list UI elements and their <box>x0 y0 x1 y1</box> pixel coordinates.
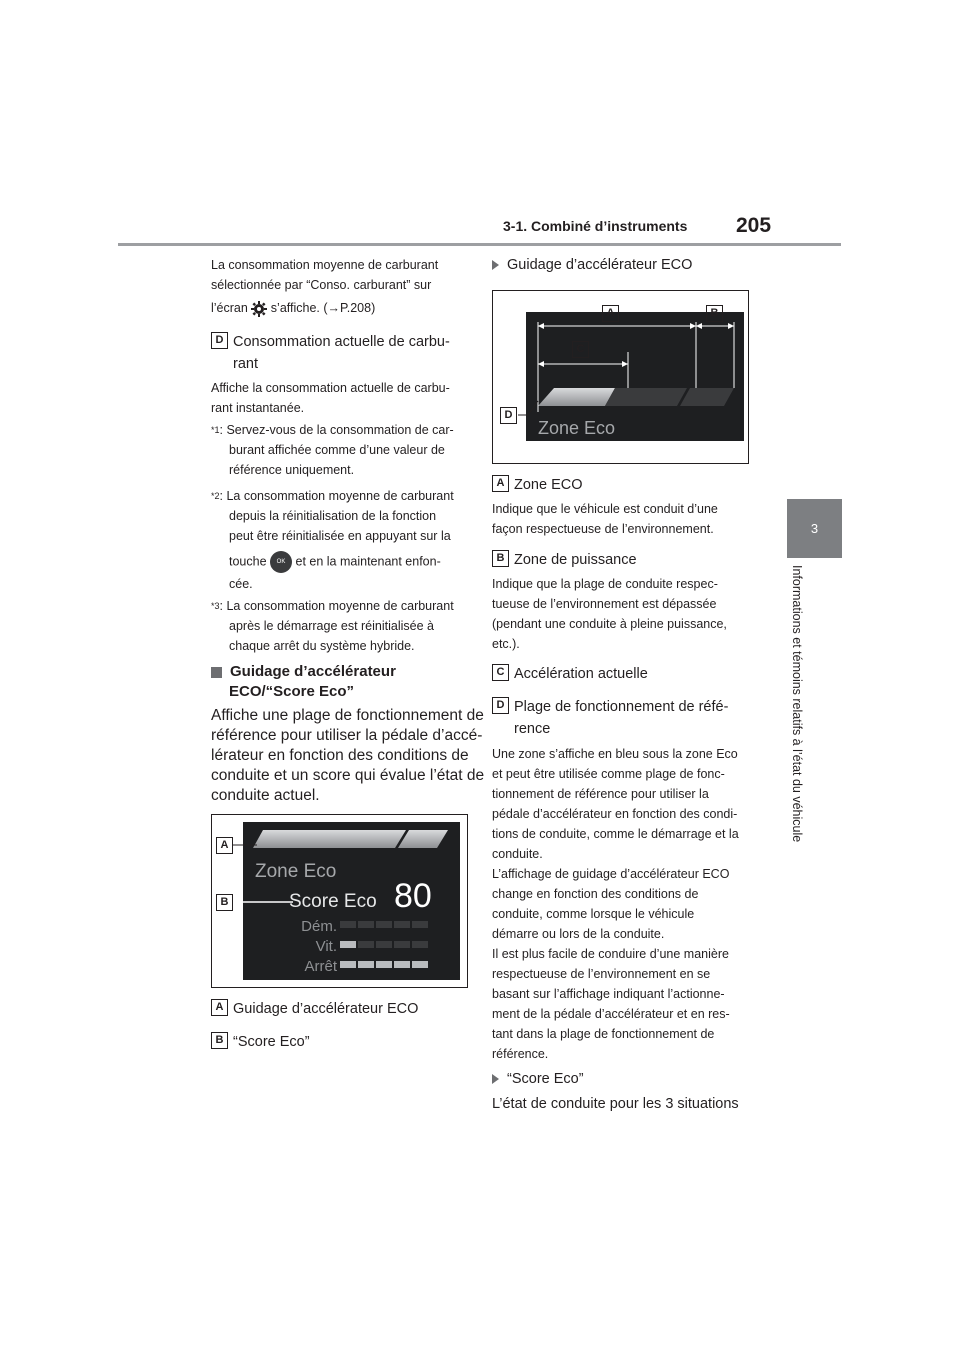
subheading: Zone ECO <box>514 477 583 493</box>
score-segment <box>412 961 428 968</box>
subheading: rence <box>514 721 551 737</box>
body-line: L’état de conduite pour les 3 situations <box>492 1096 739 1112</box>
zone-eco-label: Zone Eco <box>538 418 616 438</box>
row-label: Arrêt <box>304 958 337 975</box>
paragraph-line: respectueuse de l’environnement en se <box>492 967 711 981</box>
callout-line-d <box>518 395 548 425</box>
section-heading: ECO/“Score Eco” <box>229 683 355 700</box>
score-value: 80 <box>394 877 432 915</box>
intro-text: s’affiche. (→P.208) <box>270 301 376 315</box>
display-screen <box>526 312 744 441</box>
square-bullet-icon <box>211 667 222 678</box>
desc-line: Indique que le véhicule est conduit d’une <box>492 502 718 516</box>
desc-line: tionnement de référence pour utiliser la <box>492 787 709 801</box>
intro-line: sélectionnée par “Conso. carburant” sur <box>211 278 432 292</box>
score-segment <box>394 921 410 928</box>
ok-button-icon: OK <box>270 551 292 573</box>
label-d: D <box>500 407 517 425</box>
body-line: référence pour utiliser la pédale d’accé- <box>211 727 483 744</box>
label-a: A <box>492 475 509 493</box>
subheading: Zone de puissance <box>514 552 637 568</box>
subheading: Accélération actuelle <box>514 666 648 682</box>
desc-line: tueuse de l’environnement est dépassée <box>492 597 717 611</box>
paragraph-line: tant dans la plage de fonctionnement de <box>492 1027 715 1041</box>
score-segment <box>340 941 356 948</box>
intro-text: l’écran <box>211 301 248 315</box>
paragraph-line: démarre ou lors de la conduite. <box>492 927 665 941</box>
bullet-item: Guidage d’accélérateur ECO <box>492 254 692 276</box>
desc-line: Indique que la plage de conduite respec- <box>492 577 718 591</box>
paragraph-line: conduite, comme lorsque le véhicule <box>492 907 695 921</box>
score-segment <box>340 921 356 928</box>
score-segment <box>376 921 392 928</box>
caption-b-label: B <box>211 1032 228 1050</box>
subheading: rant <box>233 356 258 372</box>
desc-line: façon respectueuse de l’environnement. <box>492 522 714 536</box>
desc-line: etc.). <box>492 637 520 651</box>
row-label: Dém. <box>301 918 337 935</box>
intro-line: La consommation moyenne de carburant <box>211 258 439 272</box>
zone-eco-label: Zone Eco <box>255 861 337 882</box>
paragraph-line: L’affichage de guidage d’accélérateur ECO <box>492 867 730 881</box>
paragraph-line: ment de la pédale d’accélérateur et en res- <box>492 1007 730 1021</box>
label-d: D <box>211 332 228 350</box>
score-eco-label: Score Eco <box>289 891 377 912</box>
score-segment <box>412 941 428 948</box>
desc-line: conduite. <box>492 847 543 861</box>
header-rule <box>118 243 841 246</box>
desc-line: Affiche la consommation actuelle de carbu- <box>211 381 450 395</box>
subheading: Consommation actuelle de carbu- <box>233 334 450 350</box>
body-line: conduite et un score qui évalue l’état de <box>211 767 485 784</box>
footnote-line: chaque arrêt du système hybride. <box>229 639 415 653</box>
desc-line: Une zone s’affiche en bleu sous la zone Eco <box>492 747 738 761</box>
score-segment <box>394 961 410 968</box>
label-c: C <box>572 341 589 359</box>
caption-a: Guidage d’accélérateur ECO <box>233 1001 419 1017</box>
score-segment <box>376 941 392 948</box>
paragraph-line: basant sur l’affichage indiquant l’actionne- <box>492 987 725 1001</box>
score-segment <box>376 961 392 968</box>
footnote-line: cée. <box>229 577 253 591</box>
chapter-number: 3 <box>810 521 819 536</box>
label-a: A <box>216 837 233 855</box>
footnote-line: après le démarrage est réinitialisée à <box>229 619 434 633</box>
desc-line: (pendant une conduite à pleine puissance, <box>492 617 727 631</box>
score-segment <box>394 941 410 948</box>
page-number: 205 <box>736 214 772 237</box>
subheading: Plage de fonctionnement de réfé- <box>514 699 729 715</box>
desc-line: pédale d’accélérateur en fonction des condi- <box>492 807 738 821</box>
gear-icon <box>251 301 267 317</box>
intro-line <box>211 298 375 318</box>
caption-a-label: A <box>211 999 228 1017</box>
footnote-line: peut être réinitialisée en appuyant sur la <box>229 529 451 543</box>
desc-line: rant instantanée. <box>211 401 305 415</box>
desc-line: et peut être utilisée comme plage de fonc- <box>492 767 725 781</box>
footnote-line: touche OK et en la maintenant enfon- <box>229 551 441 573</box>
footnote-1: $^{*1}$: Servez-vous de la consommation de car- <box>211 423 454 437</box>
score-segment <box>358 921 374 928</box>
label-b: B <box>706 305 723 323</box>
score-segment <box>358 961 374 968</box>
callout-lines <box>233 835 303 905</box>
body-line: conduite actuel. <box>211 787 320 804</box>
figure-score-eco <box>211 814 468 988</box>
footnote-line: depuis la réinitialisation de la fonction <box>229 509 437 523</box>
label-c: C <box>492 664 509 682</box>
score-segment <box>340 961 356 968</box>
footnote-2: $^{*2}$: La consommation moyenne de carburant <box>211 489 454 503</box>
caption-b: “Score Eco” <box>233 1034 310 1050</box>
bullet-item: “Score Eco” <box>492 1068 584 1090</box>
label-b: B <box>492 550 509 568</box>
label-a: A <box>602 305 619 323</box>
paragraph-line: Il est plus facile de conduire d’une manière <box>492 947 729 961</box>
score-segment <box>412 921 428 928</box>
figure-eco-guidance <box>492 290 749 464</box>
footnote-line: référence uniquement. <box>229 463 355 477</box>
paragraph-line: référence. <box>492 1047 549 1061</box>
chapter-tab <box>787 499 842 558</box>
footnote-line: burant affichée comme d’une valeur de <box>229 443 445 457</box>
triangle-bullet-icon <box>492 260 499 270</box>
chapter-title: Informations et témoins relatifs à l’état du véhicule <box>790 565 804 843</box>
row-label: Vit. <box>315 938 337 955</box>
desc-line: tions de conduite, comme le démarrage et la <box>492 827 739 841</box>
paragraph-line: change en fonction des conditions de <box>492 887 699 901</box>
body-line: lérateur en fonction des conditions de <box>211 747 469 764</box>
section-heading: Guidage d’accélérateur <box>211 662 396 682</box>
label-d: D <box>492 697 509 715</box>
triangle-bullet-icon <box>492 1074 499 1084</box>
section-title: 3-1. Combiné d’instruments <box>503 218 688 234</box>
score-segment <box>358 941 374 948</box>
body-line: Affiche une plage de fonctionnement de <box>211 707 484 724</box>
footnote-3: $^{*3}$: La consommation moyenne de carburant <box>211 599 454 613</box>
label-b: B <box>216 894 233 912</box>
